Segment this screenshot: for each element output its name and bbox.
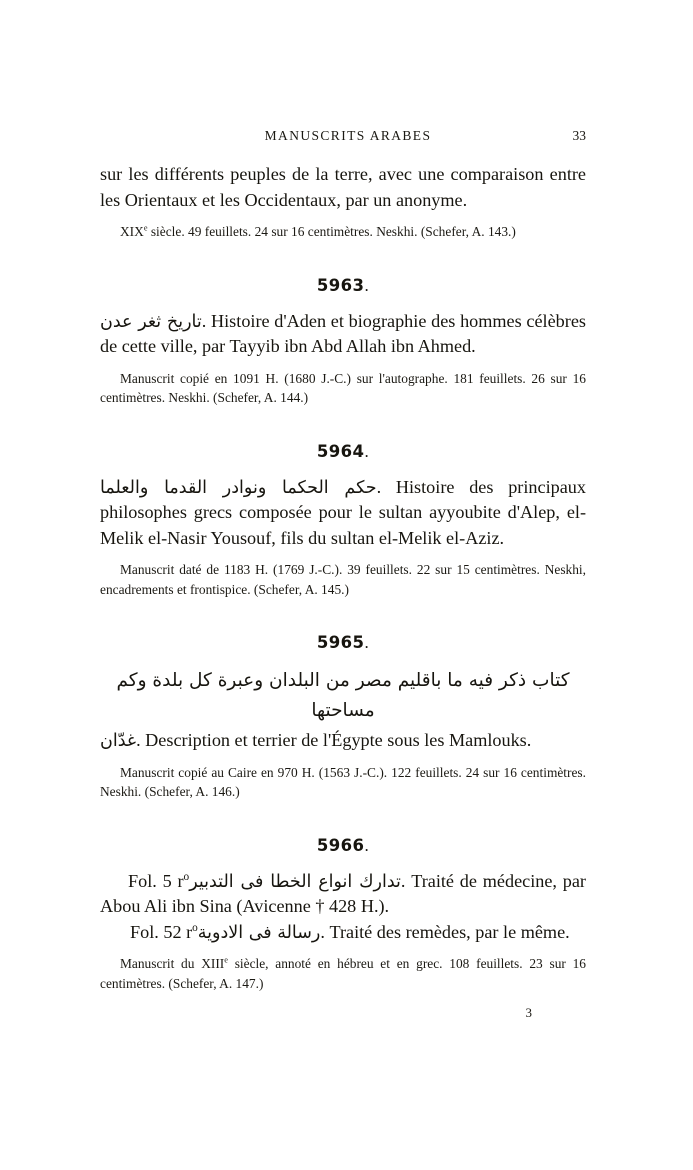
continued-note-prefix: XIX [120, 224, 144, 239]
entry-note: Manuscrit copié au Caire en 970 H. (1563 J.-C.). 122 feuillets. 24 sur 16 centimètres. Neskhi. (Schefer, A. 146.) [100, 764, 586, 799]
arabic-title: تدارك انواع الخطا فى التدبير [189, 871, 401, 892]
page-number: 33 [572, 128, 586, 143]
folio-label: Fol. 5 r [128, 870, 184, 891]
catalog-entry-5963 [100, 276, 586, 408]
entry-note [100, 954, 586, 993]
entry-note-rest: siècle, annoté en hébreu et en grec. 108 feuillets. 23 sur 16 centimètres. (Schefer, A. 147.) [100, 956, 586, 991]
continued-note-rest: siècle. 49 feuillets. 24 sur 16 centimètres. Neskhi. (Schefer, A. 143.) [147, 224, 516, 239]
sub-entry-description-text: . Traité des remèdes, par le même. [320, 921, 570, 942]
entry-number: 5963. [316, 275, 370, 295]
running-head-title: MANUSCRITS ARABES [264, 128, 432, 143]
sub-entry-folio-5r [100, 869, 586, 920]
arabic-title-line-2: غدّان [100, 731, 137, 751]
entry-number-value: 5966 [316, 835, 365, 855]
catalog-entry-5965 [100, 633, 586, 802]
entry-number-value: 5963 [316, 275, 365, 295]
entry-description-text: . Description et terrier de l'Égypte sous les Mamlouks. [136, 730, 532, 750]
entry-note-superscript: e [224, 955, 228, 965]
folio-superscript: o [183, 870, 190, 883]
catalog-entry-5964 [100, 442, 586, 600]
arabic-title: رسالة فى الادوية [197, 922, 321, 943]
entry-note-prefix: Manuscrit du XIII [120, 956, 225, 971]
signature-mark-wrapper [100, 999, 586, 1029]
entry-description [100, 728, 586, 754]
arabic-title: حكم الحكما ونوادر القدما والعلما [100, 477, 377, 498]
entry-description-text: . Histoire des principaux philosophes grecs composée pour le sultan ayyoubite d'Alep, el-Melik el-Nasir Yousouf, fils du sultan el-Melik el-Aziz. [100, 476, 586, 548]
entry-note: Manuscrit daté de 1183 H. (1769 J.-C.). 39 feuillets. 22 sur 15 centimètres. Neskhi, encadrements et frontispice. (Schefer, A. 145.) [100, 562, 586, 597]
sub-entry-folio-52r [100, 920, 586, 946]
entry-description [100, 475, 586, 552]
folio-label: Fol. 52 r [130, 921, 193, 942]
arabic-title: تاريخ ثغر عدن [100, 311, 202, 332]
entry-number-value: 5964 [316, 441, 365, 461]
entry-number: 5965. [316, 633, 370, 652]
entry-number: 5964. [316, 441, 370, 461]
entry-description-text: . Histoire d'Aden et biographie des hommes célèbres de cette ville, par Tayyib ibn Abd Allah ibn Ahmed. [100, 310, 586, 356]
entry-number-value: 5965 [316, 633, 365, 652]
sub-entry-description-text: . Traité de médecine, par Abou Ali ibn Sina (Avicenne † 428 H.). [100, 870, 586, 916]
page-content [100, 128, 586, 1029]
entry-note: Manuscrit copié en 1091 H. (1680 J.-C.) sur l'autographe. 181 feuillets. 26 sur 16 centimètres. Neskhi. (Schefer, A. 144.) [100, 370, 586, 405]
continued-note-superscript: e [143, 223, 148, 233]
signature-mark: 3 [525, 1005, 532, 1020]
running-head [100, 128, 586, 154]
continued-paragraph: sur les différents peuples de la terre, avec une comparaison entre les Orientaux et les Occidentaux, par un anonyme. [100, 164, 586, 210]
catalog-entry-5966 [100, 836, 586, 994]
entry-number: 5966. [316, 835, 370, 855]
continued-note [100, 222, 586, 242]
entry-description [100, 309, 586, 360]
folio-superscript: o [192, 921, 198, 934]
arabic-title-line-1: كتاب ذكر فيه ما باقليم مصر من البلدان وعبرة كل بلدة وكم مساحتها [116, 670, 570, 721]
